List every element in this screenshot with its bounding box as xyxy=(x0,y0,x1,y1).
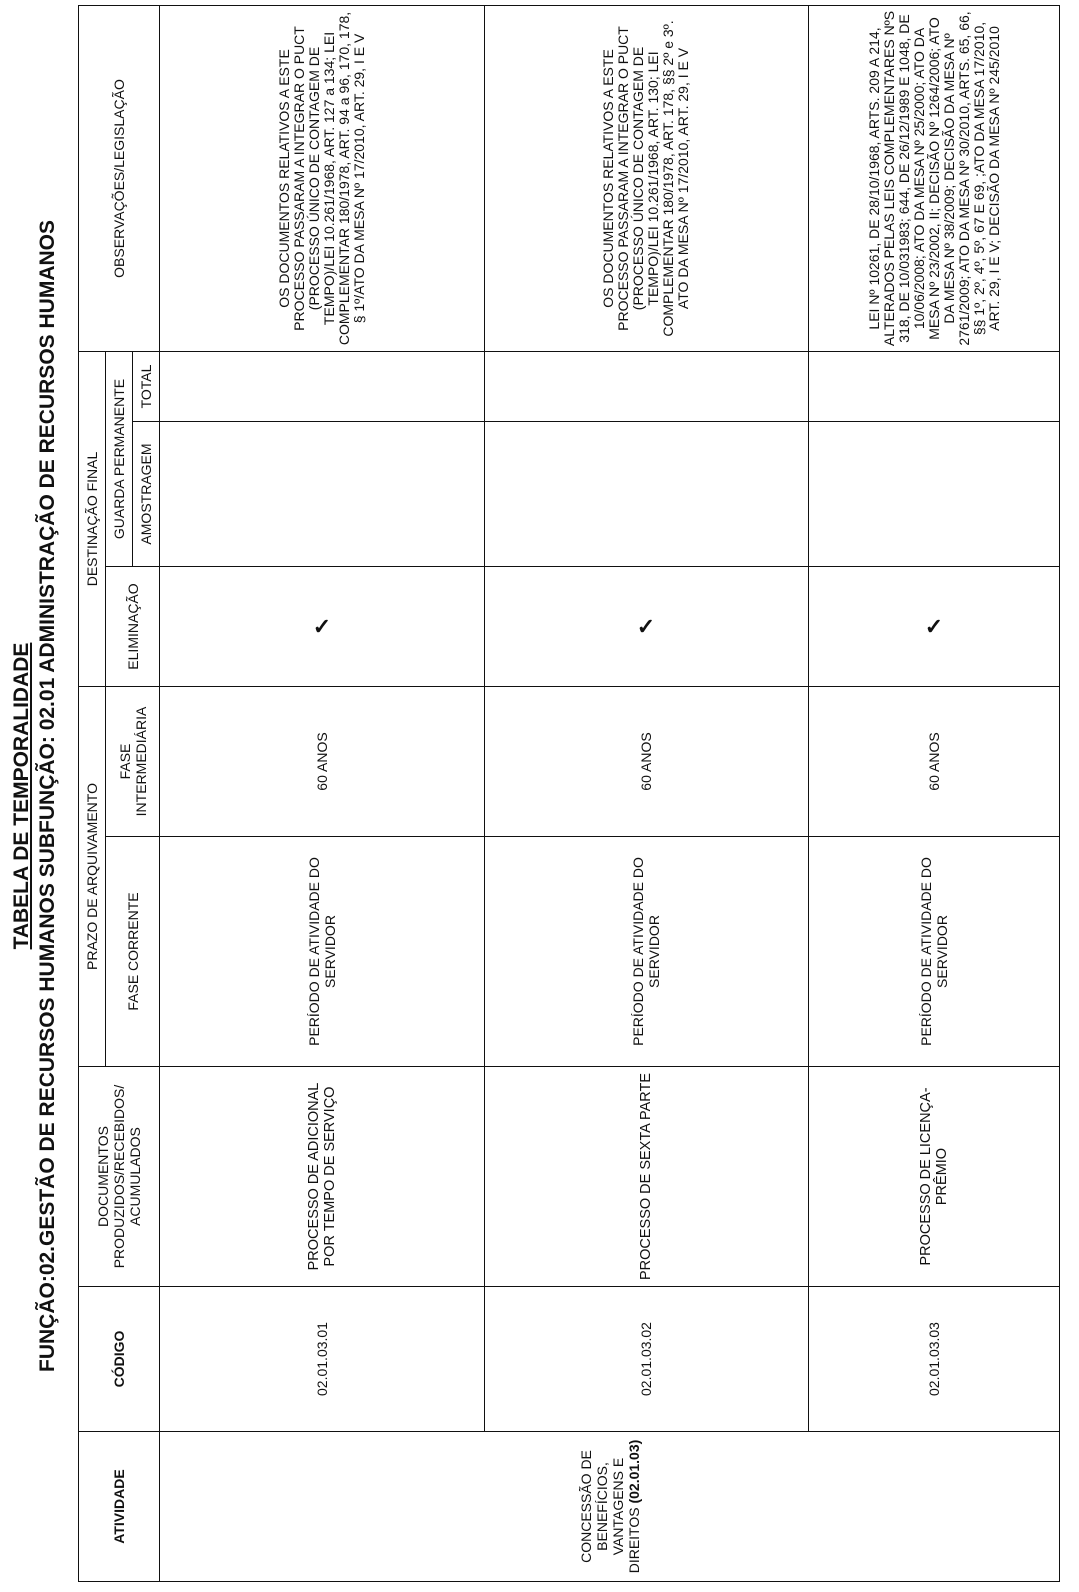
fase-corrente-cell: PERÍODO DE ATIVIDADE DO SERVIDOR xyxy=(484,837,808,1067)
atividade-text: CONCESSÃO DE BENEFÍCIOS, VANTAGENS E DIREITOS xyxy=(577,1450,642,1574)
header-fase-corrente: FASE CORRENTE xyxy=(106,837,160,1067)
codigo-cell: 02.01.03.03 xyxy=(809,1287,1060,1432)
fase-corrente-cell: PERÍODO DE ATIVIDADE DO SERVIDOR xyxy=(809,837,1060,1067)
header-documentos: DOCUMENTOS PRODUZIDOS/RECEBIDOS/ ACUMULADOS xyxy=(79,1067,160,1287)
fase-intermediaria-cell: 60 ANOS xyxy=(484,687,808,837)
header-amostragem: AMOSTRAGEM xyxy=(133,422,160,567)
atividade-code: (02.01.03) xyxy=(625,1439,642,1504)
observacoes-cell: OS DOCUMENTOS RELATIVOS A ESTE PROCESSO PASSARAM A INTEGRAR O PUCT (PROCESSO ÚNICO DE CONTAGEM DE TEMPO)/LEI 10.261/1968, ART. 130; LEI COMPLEMENTAR 180/1978, ART. 178, §§ 2º e 3º. ATO DA MESA Nº 17/2010, ART. 29, I E V xyxy=(484,5,808,351)
header-observacoes: OBSERVAÇÕES/LEGISLAÇÃO xyxy=(79,5,160,351)
temporality-table xyxy=(78,5,1060,1582)
documento-cell: PROCESSO DE ADICIONAL POR TEMPO DE SERVIÇO xyxy=(160,1067,484,1287)
check-mark: ✓ xyxy=(924,613,944,639)
observacoes-cell: OS DOCUMENTOS RELATIVOS A ESTE PROCESSO PASSARAM A INTEGRAR O PUCT (PROCESSO ÚNICO DE CONTAGEM DE TEMPO)/LEI 10.261/1968, ART. 127 a 134; LEI COMPLEMENTAR 180/1978, ART. 94 a 96, 170, 178, § 1º/ATO DA MESA Nº 17/2010, ART. 29, I E V xyxy=(160,5,484,351)
amostragem-cell xyxy=(809,422,1060,567)
total-cell xyxy=(809,351,1060,421)
atividade-cell xyxy=(160,1432,1060,1582)
documento-cell: PROCESSO DE SEXTA PARTE xyxy=(484,1067,808,1287)
table-row xyxy=(160,5,484,1581)
total-cell xyxy=(484,351,808,421)
table-row xyxy=(484,5,808,1581)
header-codigo: CÓDIGO xyxy=(79,1287,160,1432)
codigo-cell: 02.01.03.02 xyxy=(484,1287,808,1432)
observacoes-cell: LEI Nº 10261, DE 28/10/1968, ARTS. 209 A 214, ALTERADOS PELAS LEIS COMPLEMENTARES NºS 318, DE 10/031983; 644, DE 26/12/1989 E 1048, DE 10/06/2008; ATO DA MESA Nº 25/2000; ATO DA MESA Nº 23/2002, II; DECISÃO Nº 1264/2006; ATO DA MESA Nº 38/2009; DECISÃO DA MESA Nº 2761/2009; ATO DA MESA Nº 30/2010, ARTS. 65, 66, §§ 1º, 2º, 4º, 5º, 67 E 69, ;ATO DA MESA 17/2010, ART. 29, I E V; DECISÃO DA MESA Nº 245/2010 xyxy=(809,5,1060,351)
fase-intermediaria-cell: 60 ANOS xyxy=(809,687,1060,837)
header-eliminacao: ELIMINAÇÃO xyxy=(106,567,160,687)
total-cell xyxy=(160,351,484,421)
codigo-cell: 02.01.03.01 xyxy=(160,1287,484,1432)
fase-intermediaria-cell: 60 ANOS xyxy=(160,687,484,837)
documento-cell: PROCESSO DE LICENÇA-PRÊMIO xyxy=(809,1067,1060,1287)
eliminacao-cell xyxy=(160,567,484,687)
title-block xyxy=(0,0,78,1592)
header-total: TOTAL xyxy=(133,351,160,421)
header-destinacao: DESTINAÇÃO FINAL xyxy=(79,351,106,686)
table-row xyxy=(809,5,1060,1581)
eliminacao-cell xyxy=(484,567,808,687)
fase-corrente-cell: PERÍODO DE ATIVIDADE DO SERVIDOR xyxy=(160,837,484,1067)
check-mark: ✓ xyxy=(637,613,656,639)
header-guarda-permanente: GUARDA PERMANENTE xyxy=(106,351,133,566)
header-prazo: PRAZO DE ARQUIVAMENTO xyxy=(79,687,106,1067)
amostragem-cell xyxy=(484,422,808,567)
page-subtitle: FUNÇÃO:02.GESTÃO DE RECURSOS HUMANOS SUBFUNÇÃO: 02.01 ADMINISTRAÇÃO DE RECURSOS HUMANOS xyxy=(36,220,59,1372)
header-atividade: ATIVIDADE xyxy=(79,1432,160,1582)
eliminacao-cell xyxy=(809,567,1060,687)
header-fase-intermediaria: FASE INTERMEDIÁRIA xyxy=(106,687,160,837)
page-title: TABELA DE TEMPORALIDADE xyxy=(10,642,33,950)
check-mark: ✓ xyxy=(312,613,332,639)
amostragem-cell xyxy=(160,422,484,567)
